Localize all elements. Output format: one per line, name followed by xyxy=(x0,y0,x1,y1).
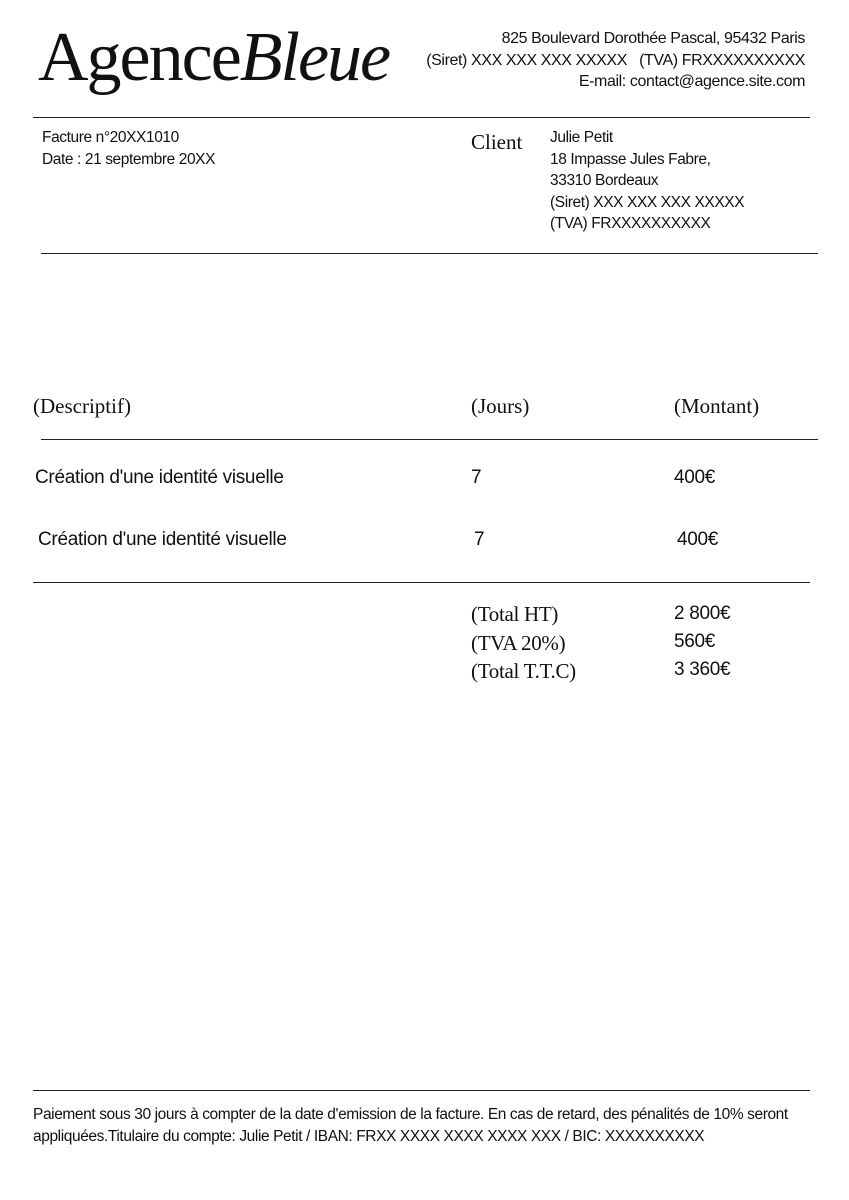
total-ht-label: (Total HT) xyxy=(471,602,559,626)
invoice-info xyxy=(42,127,215,171)
invoice-date: Date : 21 septembre 20XX xyxy=(42,151,216,168)
brand-logo-regular: Agence xyxy=(38,19,240,96)
client-label: Client xyxy=(471,130,523,154)
tva-value: 560€ xyxy=(674,631,716,652)
brand-logo xyxy=(38,18,389,98)
payment-terms: Paiement sous 30 jours à compter de la date d'emission de la facture. En cas de retard, des pénalités de 10% seront appliquées.Titulaire du compte: Julie Petit / IBAN: FRXX XXXX XXXX XXXX XXX / BIC: XXXXXXXXXX xyxy=(33,1106,788,1145)
table-header-description: (Descriptif) xyxy=(33,394,131,418)
total-ht-value: 2 800€ xyxy=(674,603,731,624)
table-header-amount: (Montant) xyxy=(674,394,760,418)
row-amount: 400€ xyxy=(674,467,716,488)
client-street: 18 Impasse Jules Fabre, xyxy=(550,150,711,168)
row-description: Création d'une identité visuelle xyxy=(35,467,284,488)
table-header-days: (Jours) xyxy=(471,394,530,418)
row-days: 7 xyxy=(474,529,485,550)
tva-label: (TVA 20%) xyxy=(471,631,566,655)
invoice-number: Facture n°20XX1010 xyxy=(42,129,179,146)
client-siret: (Siret) XXX XXX XXX XXXXX xyxy=(550,193,745,211)
agency-email: E-mail: contact@agence.site.com xyxy=(578,73,805,90)
total-ttc-value: 3 360€ xyxy=(674,659,731,680)
client-city: 33310 Bordeaux xyxy=(550,172,659,189)
client-tva: (TVA) FRXXXXXXXXXX xyxy=(550,215,711,232)
brand-logo-italic: Bleue xyxy=(239,19,390,96)
row-amount: 400€ xyxy=(677,529,719,550)
client-divider xyxy=(41,253,818,254)
row-days: 7 xyxy=(471,467,482,488)
table-bottom-divider xyxy=(33,582,810,583)
client-name: Julie Petit xyxy=(550,129,613,146)
client-info xyxy=(550,127,744,235)
agency-address: 825 Boulevard Dorothée Pascal, 95432 Paris xyxy=(501,30,805,47)
header-divider xyxy=(33,117,810,118)
agency-info xyxy=(426,28,805,93)
total-ttc-label: (Total T.T.C) xyxy=(471,659,576,683)
footer-divider xyxy=(33,1090,810,1091)
table-header-divider xyxy=(41,439,818,440)
row-description: Création d'une identité visuelle xyxy=(38,529,287,550)
agency-siret-tva: (Siret) XXX XXX XXX XXXXX (TVA) FRXXXXXXXXXX xyxy=(426,51,805,69)
